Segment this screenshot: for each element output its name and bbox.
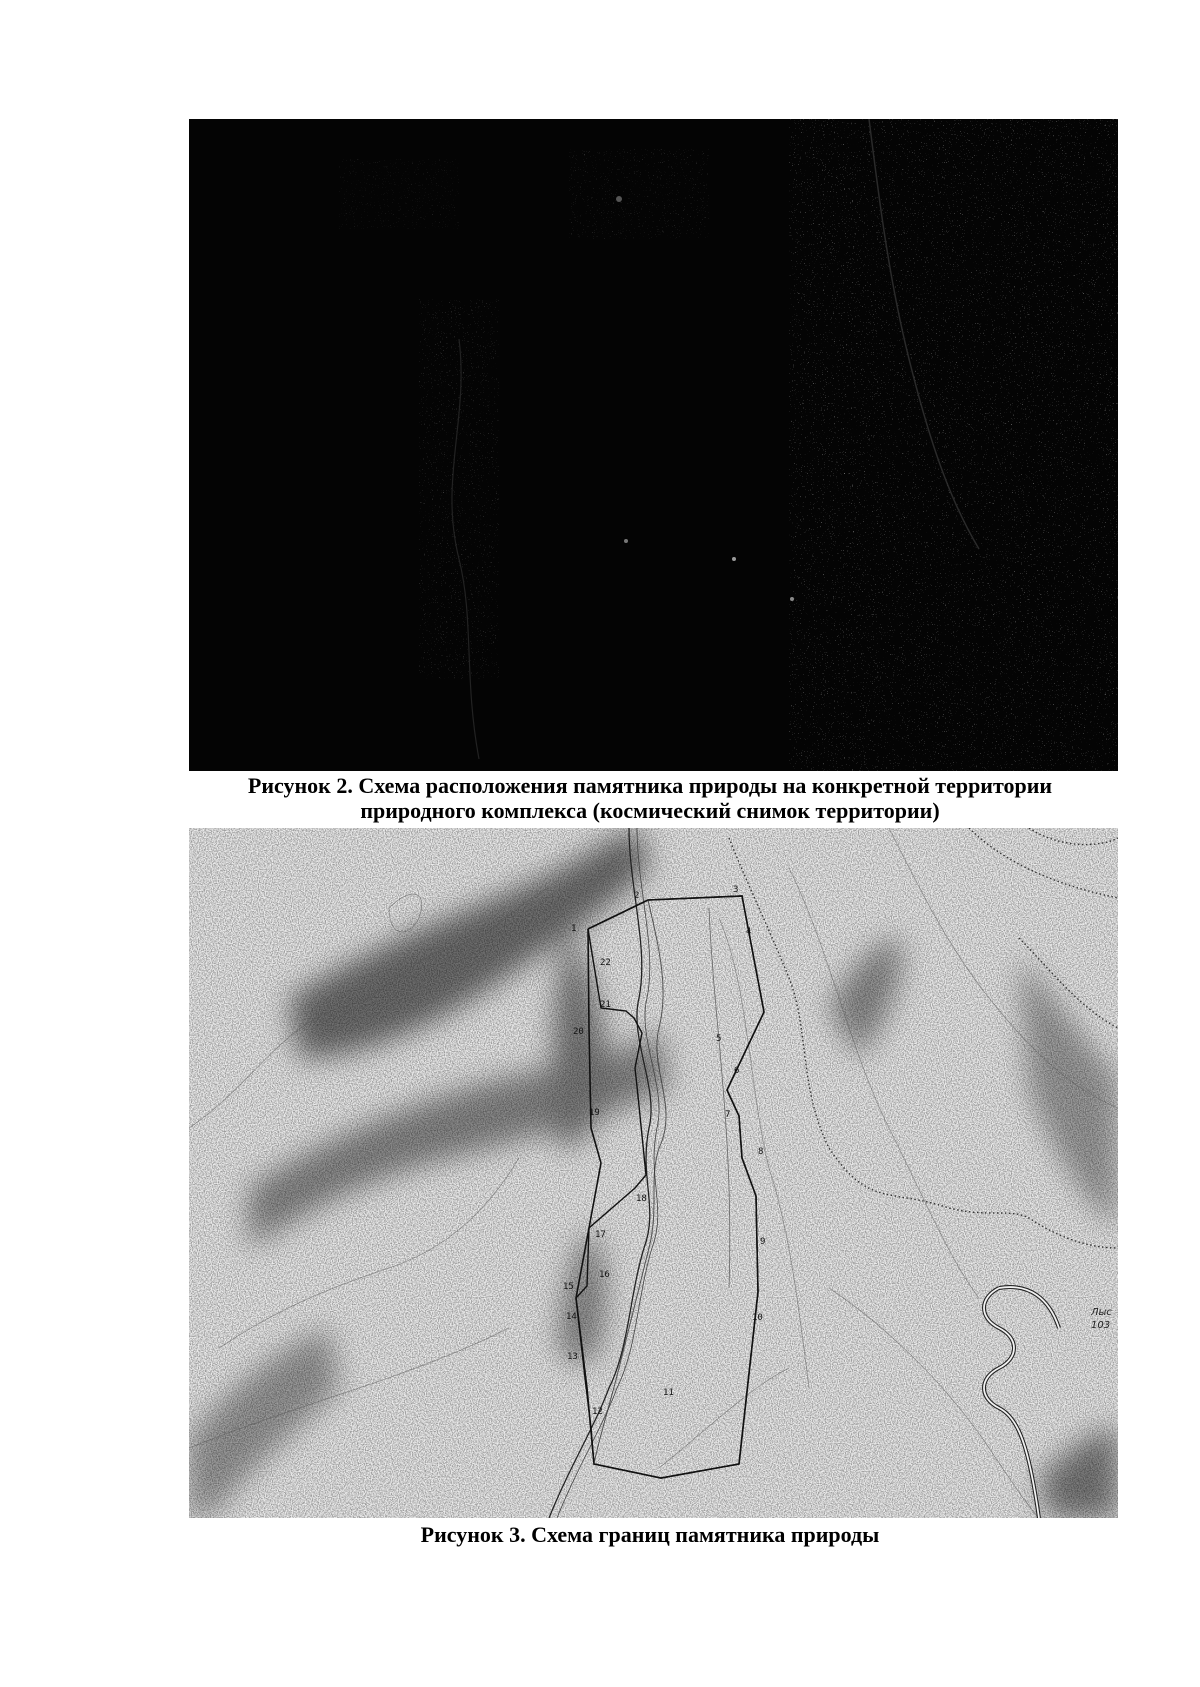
point-label-10: 10 xyxy=(752,1313,763,1323)
point-label-12: 12 xyxy=(592,1407,603,1417)
point-label-13: 13 xyxy=(567,1352,578,1362)
point-label-1: 1 xyxy=(571,924,577,934)
point-label-19: 19 xyxy=(589,1108,600,1118)
point-label-17: 17 xyxy=(595,1230,606,1240)
point-label-14: 14 xyxy=(566,1312,577,1322)
point-label-20: 20 xyxy=(573,1027,584,1037)
point-label-15: 15 xyxy=(563,1282,574,1292)
point-label-5: 5 xyxy=(716,1034,722,1044)
point-label-7: 7 xyxy=(725,1110,731,1120)
figure-2-caption xyxy=(140,773,1160,823)
point-label-6: 6 xyxy=(734,1066,740,1076)
point-label-21: 21 xyxy=(600,1000,611,1010)
point-label-2: 2 xyxy=(634,891,640,901)
point-label-18: 18 xyxy=(636,1194,647,1204)
point-label-8: 8 xyxy=(758,1147,764,1157)
point-label-22: 22 xyxy=(600,958,611,968)
figure-2-caption-line2: природного комплекса (космический снимок территории) xyxy=(360,798,940,823)
satellite-image xyxy=(189,119,1118,771)
figure-2-caption-line1: Рисунок 2. Схема расположения памятника природы на конкретной территории xyxy=(247,773,1053,798)
point-label-11: 11 xyxy=(663,1388,674,1398)
road-label-number: 103 xyxy=(1091,1320,1111,1331)
boundary-map xyxy=(189,828,1118,1518)
point-label-3: 3 xyxy=(733,885,739,895)
figure-3-caption: Рисунок 3. Схема границ памятника природы xyxy=(420,1522,880,1547)
point-label-4: 4 xyxy=(746,927,752,937)
point-label-9: 9 xyxy=(760,1237,766,1247)
road-label-name: Лыс xyxy=(1091,1307,1112,1318)
point-label-16: 16 xyxy=(599,1270,610,1280)
